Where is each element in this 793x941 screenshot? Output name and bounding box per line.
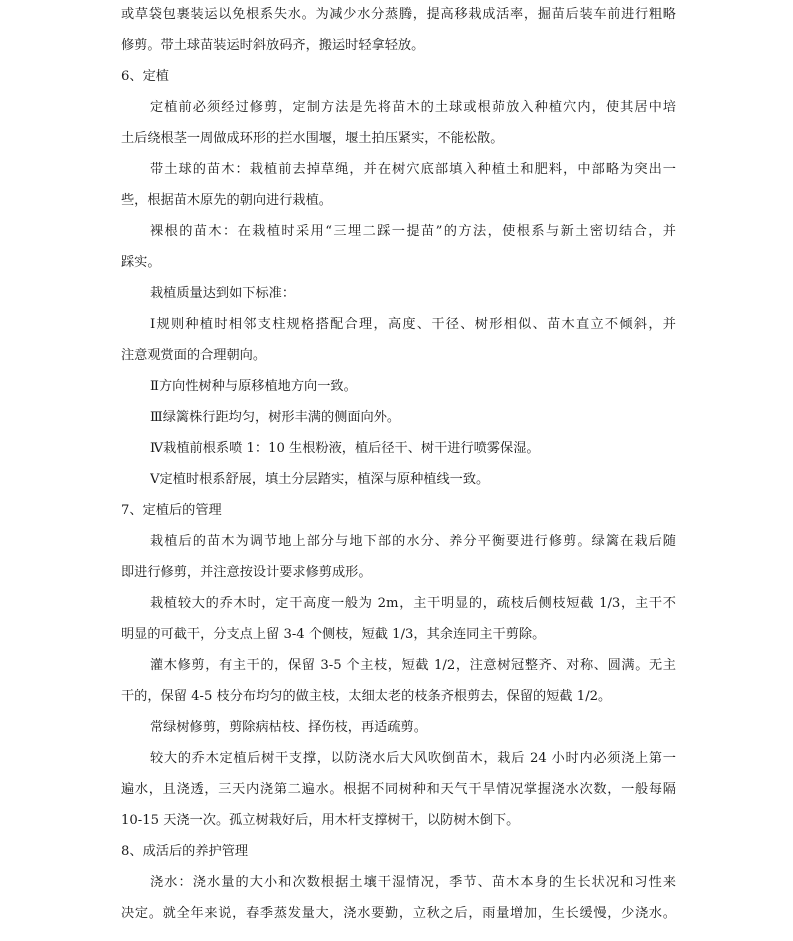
body-text-line: 浇水：浇水量的大小和次数根据土壤干湿情况，季节、苗木本身的生长状况和习性来 xyxy=(150,875,676,890)
body-text-line: 裸根的苗木：在栽植时采用“三埋二踩一提苗”的方法，使根系与新土密切结合，并 xyxy=(150,224,676,239)
body-text-line: Ⅳ栽植前根系喷 1：10 生根粉液，植后径干、树干进行喷雾保湿。 xyxy=(150,441,540,456)
body-text-line: 干的，保留 4-5 枝分布均匀的做主枝，太细太老的枝条齐根剪去，保留的短截 1/2。 xyxy=(121,689,612,704)
body-text-line: 遍水，且浇透，三天内浇第二遍水。根据不同树种和天气干旱情况掌握浇水次数，一般每隔 xyxy=(121,782,676,797)
body-text-line: 较大的乔木定植后树干支撑，以防浇水后大风吹倒苗木，栽后 24 小时内必须浇上第一 xyxy=(150,751,676,766)
body-text-line: 栽植后的苗木为调节地上部分与地下部的水分、养分平衡要进行修剪。绿篱在栽后随 xyxy=(150,534,676,549)
body-text-line: 栽植质量达到如下标准： xyxy=(150,286,296,301)
body-text-line: 决定。就全年来说，春季蒸发量大，浇水要勤，立秋之后，雨量增加，生长缓慢，少浇水。 xyxy=(121,906,676,921)
section-heading: 6、定植 xyxy=(121,69,169,84)
body-text-line: 些，根据苗木原先的朝向进行栽植。 xyxy=(121,193,332,208)
body-text-line: 带土球的苗木：栽植前去掉草绳，并在树穴底部填入种植土和肥料，中部略为突出一 xyxy=(150,162,676,177)
body-text-line: 栽植较大的乔木时，定干高度一般为 2m，主干明显的，疏枝后侧枝短截 1/3，主干不 xyxy=(150,596,676,611)
body-text-line: 即进行修剪，并注意按设计要求修剪成形。 xyxy=(121,565,372,580)
section-heading: 7、定植后的管理 xyxy=(121,503,222,518)
body-text-line: 土后绕根茎一周做成环形的拦水围堰，堰土拍压紧实，不能松散。 xyxy=(121,131,504,146)
body-text-line: Ⅰ规则种植时相邻支柱规格搭配合理，高度、干径、树形相似、苗木直立不倾斜，并 xyxy=(150,317,676,332)
body-text-line: 灌木修剪，有主干的，保留 3-5 个主枝，短截 1/2，注意树冠整齐、对称、圆满。无主 xyxy=(150,658,676,673)
body-text-line: 定植前必须经过修剪，定制方法是先将苗木的土球或根茆放入种植穴内，使其居中培 xyxy=(150,100,676,115)
body-text-line: 或草袋包裹装运以免根系失水。为减少水分蒸腾，提高移栽成活率，掘苗后装车前进行粗略 xyxy=(121,7,676,22)
body-text-line: 踩实。 xyxy=(121,255,161,270)
body-text-line: Ⅲ绿篱株行距均匀，树形丰满的侧面向外。 xyxy=(150,410,401,425)
body-text-line: Ⅴ定植时根系舒展，填土分层踏实，植深与原种植线一致。 xyxy=(150,472,490,487)
body-text-line: Ⅱ方向性树种与原移植地方向一致。 xyxy=(150,379,357,394)
body-text-line: 10-15 天浇一次。孤立树栽好后，用木杆支撑树干，以防树木倒下。 xyxy=(121,813,520,828)
body-text-line: 明显的可截干，分支点上留 3-4 个侧枝，短截 1/3，其余连同主干剪除。 xyxy=(121,627,546,642)
body-text-line: 修剪。带土球苗装运时斜放码齐，搬运时轻拿轻放。 xyxy=(121,38,425,53)
section-heading: 8、成活后的养护管理 xyxy=(121,844,249,859)
body-text-line: 注意观赏面的合理朝向。 xyxy=(121,348,267,363)
body-text-line: 常绿树修剪，剪除病枯枝、择伤枝，再适疏剪。 xyxy=(150,720,427,735)
